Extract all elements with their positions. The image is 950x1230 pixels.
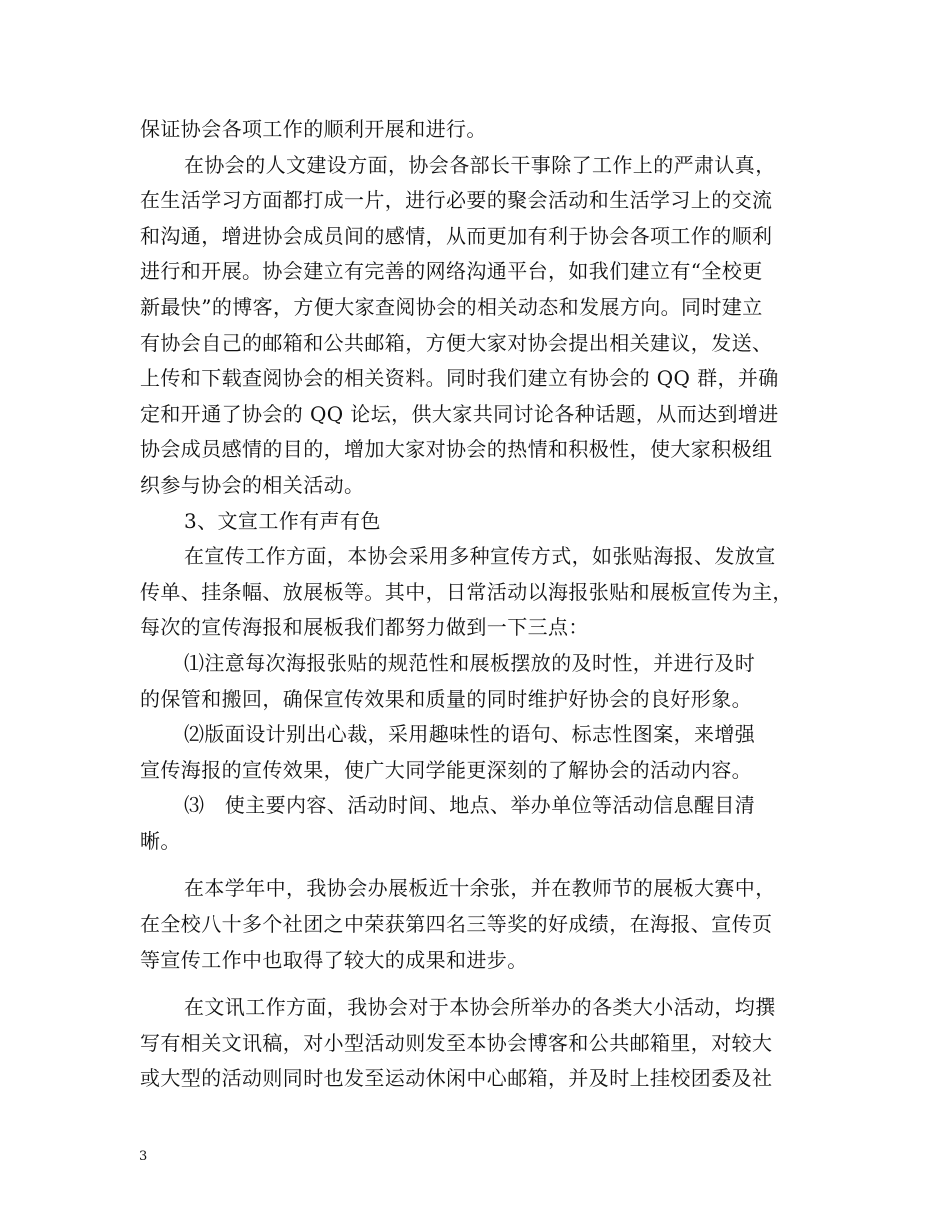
text-line: 织参与协会的相关活动。 <box>140 472 365 497</box>
text-line: 写有相关文讯稿，对小型活动则发至本协会博客和公共邮箱里，对较大 <box>140 1030 773 1055</box>
text-line: 进行和开展。协会建立有完善的网络沟通平台，如我们建立有“全校更 <box>140 259 763 284</box>
text-line: 每次的宣传海报和展板我们都努力做到一下三点： <box>140 615 589 640</box>
page-number: 3 <box>139 1149 148 1164</box>
section-heading: 3、文宣工作有声有色 <box>184 508 381 533</box>
paragraph-first-line: 在文讯工作方面，我协会对于本协会所举办的各类大小活动，均撰 <box>184 995 776 1020</box>
text-line: 和沟通，增进协会成员间的感情，从而更加有利于协会各项工作的顺利 <box>140 223 773 248</box>
list-item-first-line: ⑵版面设计别出心裁，采用趣味性的语句、标志性图案，来增强 <box>184 722 756 747</box>
text-line: 等宣传工作中也取得了较大的成果和进步。 <box>140 947 528 972</box>
paragraph-first-line: 在本学年中，我协会办展板近十余张，并在教师节的展板大赛中， <box>184 876 776 901</box>
list-item-first-line: ⑴注意每次海报张贴的规范性和展板摆放的及时性，并进行及时 <box>184 650 756 675</box>
text-line: 有协会自己的邮箱和公共邮箱，方便大家对协会提出相关建议，发送、 <box>140 330 773 355</box>
text-line: 保证协会各项工作的顺利开展和进行。 <box>140 117 487 141</box>
text-line: 传单、挂条幅、放展板等。其中，日常活动以海报张贴和展板宣传为主， <box>140 579 793 604</box>
body-text <box>140 112 830 1097</box>
list-item-first-line: ⑶ 使主要内容、活动时间、地点、举办单位等活动信息醒目清 <box>184 793 756 818</box>
paragraph-first-line: 在协会的人文建设方面，协会各部长干事除了工作上的严肃认真， <box>184 152 776 177</box>
text-line: 或大型的活动则同时也发至运动休闲中心邮箱，并及时上挂校团委及社 <box>140 1066 773 1091</box>
text-line: 的保管和搬回，确保宣传效果和质量的同时维护好协会的良好形象。 <box>140 686 752 711</box>
text-line: 协会成员感情的目的，增加大家对协会的热情和积极性，使大家积极组 <box>140 437 773 462</box>
text-line: 新最快”的博客，方便大家查阅协会的相关动态和发展方向。同时建立 <box>140 294 763 319</box>
text-line: 定和开通了协会的 QQ 论坛，供大家共同讨论各种话题，从而达到增进 <box>140 401 779 426</box>
text-line: 宣传海报的宣传效果，使广大同学能更深刻的了解协会的活动内容。 <box>140 757 752 782</box>
text-line: 上传和下载查阅协会的相关资料。同时我们建立有协会的 QQ 群，并确 <box>140 366 779 391</box>
text-line: 在生活学习方面都打成一片，进行必要的聚会活动和生活学习上的交流 <box>140 188 773 213</box>
text-line: 在全校八十多个社团之中荣获第四名三等奖的好成绩，在海报、宣传页 <box>140 912 773 937</box>
paragraph-first-line: 在宣传工作方面，本协会采用多种宣传方式，如张贴海报、发放宣 <box>184 544 776 569</box>
text-line: 晰。 <box>140 828 181 853</box>
